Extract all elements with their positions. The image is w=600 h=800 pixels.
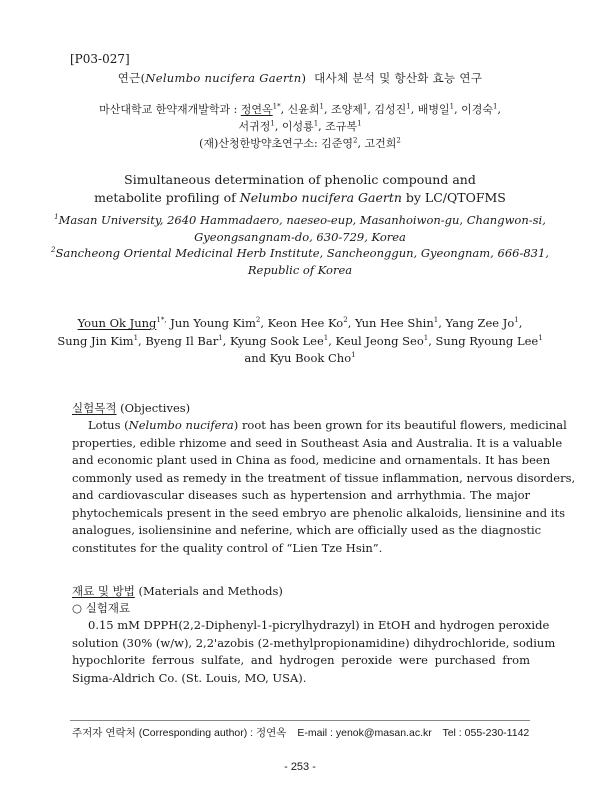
methods-line: 0.15 mM DPPH(2,2-Diphenyl-1-picrylhydrazyl) in EtOH and hydrogen peroxide — [88, 618, 550, 632]
objectives-line: and cardiovascular diseases such as hypertension and arrhythmia. The major — [72, 488, 530, 502]
affiliation-1: $^1$Masan University, 2640 Hammadaero, naeseo-eup, Masanhoiwon-gu, Changwon-si, — [54, 213, 546, 227]
objectives-line: analogues, isoliensinine and neferine, which are officially used as the diagnostic — [72, 523, 542, 537]
methods-line: hypochlorite ferrous sulfate, and hydrogen peroxide were purchased from — [72, 653, 530, 667]
methods-heading: 재료 및 방법 (Materials and Methods) — [72, 584, 283, 598]
affiliations: $^1$Masan University, 2640 Hammadaero, naeseo-eup, Masanhoiwon-gu, Changwon-si, Gyeongsangnam-do, 630-729, Korea $^2$Sancheong Oriental Medicinal Herb Institute, Sancheonggun, Gyeongnam, 666-831, Republic of Korea — [0, 212, 600, 278]
objectives-line: properties, edible rhizome and seed in Southeast Asia and Australia. It is a valuable — [72, 435, 563, 450]
footer-divider — [70, 720, 530, 721]
english-title: Simultaneous determination of phenolic compound and metabolite profiling of Nelumbo nucifera Gaertn by LC/QTOFMS — [94, 172, 506, 205]
page-number: - 253 - — [284, 761, 316, 773]
objectives-line: Lotus (Nelumbo nucifera) root has been grown for its beautiful flowers, medicinal — [88, 418, 567, 432]
objectives-paragraph — [72, 417, 576, 557]
objectives-heading: 실험목적 (Objectives) — [72, 401, 191, 415]
methods-paragraph — [72, 617, 556, 687]
objectives-line: constitutes for the quality control of “Lien Tze Hsin”. — [72, 540, 383, 555]
objectives-line: and economic plant used in China as food, medicine and ornamentals. It has been — [72, 453, 551, 467]
objectives-line: phytochemicals present in the seed embryo are phenolic alkaloids, liensinine and its — [72, 505, 566, 520]
korean-author-line-1: 마산대학교 한약재개발학과 : 정연옥$^{1*}$, 신윤희$^1$, 조양제$^1$, 김성진$^1$, 배병일$^1$, 이경숙$^1$, — [99, 102, 501, 116]
korean-author-list — [0, 101, 600, 152]
korean-title: 연근(Nelumbo nucifera Gaertn) 대사체 분석 및 항산화 효능 연구 — [117, 71, 483, 85]
english-author-list — [0, 315, 600, 368]
materials-subheading: ○ 실험재료 — [72, 601, 131, 615]
corresponding-author-footer: 주저자 연락처 (Corresponding author) : 정연옥 E-mail : yenok@masan.ac.kr Tel : 055-230-1142 — [72, 727, 530, 739]
methods-line: Sigma-Aldrich Co. (St. Louis, MO, USA). — [72, 670, 307, 685]
english-author-line-1: Youn Ok Jung$^{1*,}$ Jun Young Kim$^2$, Keon Hee Ko$^2$, Yun Hee Shin$^1$, Yang Zee Jo$^1$, — [77, 316, 523, 330]
korean-author-line-3: (재)산청한방약초연구소: 김준영$^2$, 고건희$^2$ — [199, 136, 401, 150]
methods-line: solution (30% (w/w), 2,2'azobis (2-methylpropionamidine) dihydrochloride, sodium — [72, 635, 556, 650]
english-author-line-3: and Kyu Book Cho$^1$ — [244, 351, 356, 365]
korean-author-line-2: 서귀정$^1$, 이성룡$^1$, 조규복$^1$ — [238, 119, 362, 133]
abstract-code: [P03-027] — [70, 52, 130, 66]
email-text: E-mail : yenok@masan.ac.kr — [297, 727, 432, 739]
affiliation-2: $^2$Sancheong Oriental Medicinal Herb Institute, Sancheonggun, Gyeongnam, 666-831, — [51, 246, 549, 260]
english-author-line-2: Sung Jin Kim$^1$, Byeng Il Bar$^1$, Kyung Sook Lee$^1$, Keul Jeong Seo$^1$, Sung Ryoung Lee$^1$ — [57, 333, 543, 348]
objectives-line: commonly used as remedy in the treatment of tissue inflammation, nervous disorders, — [72, 470, 576, 485]
